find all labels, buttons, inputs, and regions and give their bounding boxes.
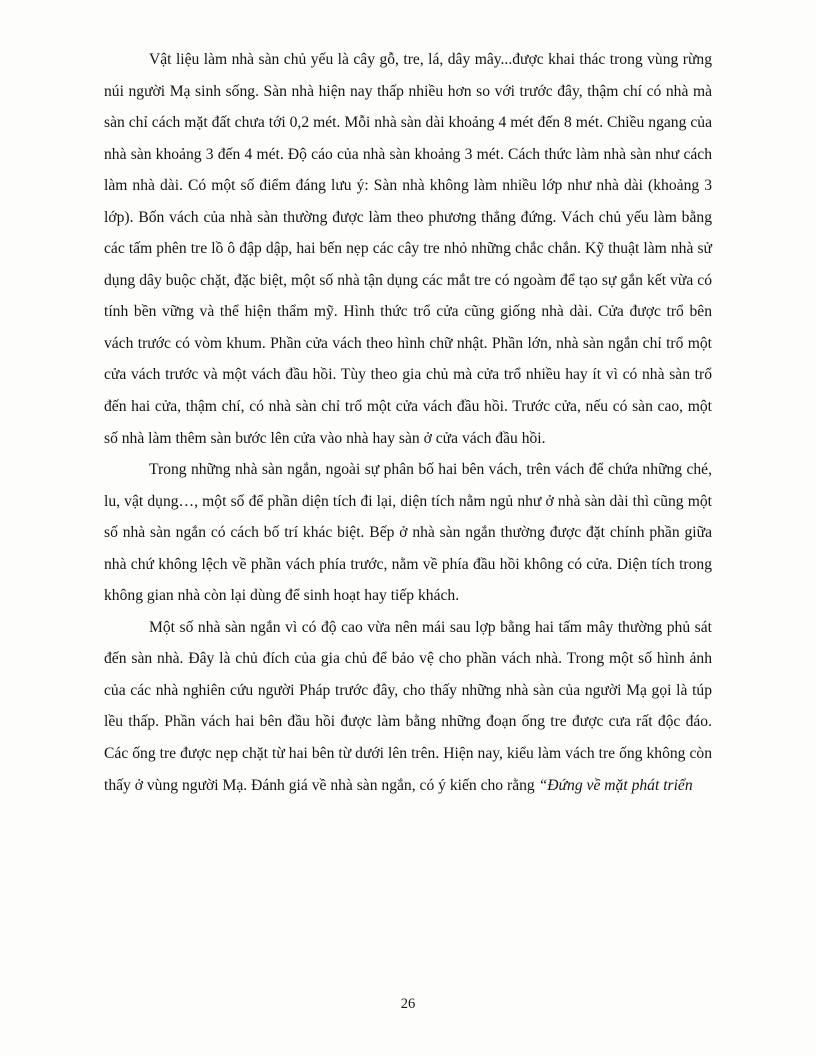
italic-quote-fragment: “Đứng về mặt phát triển: [538, 776, 693, 794]
paragraph-3-text: Một số nhà sàn ngắn vì có độ cao vừa nên mái sau lợp bằng hai tấm mây thường phủ sát đến sàn nhà. Đây là chủ đích của gia chủ để bảo vệ cho phần vách nhà. Trong một số hình ảnh của các nhà nghiên cứu người Pháp trước đây, cho thấy những nhà sàn của người Mạ gọi là túp lều thấp. Phần vách hai bên đầu hồi được làm bằng những đoạn ống tre được cưa rất độc đáo. Các ống tre được nẹp chặt từ hai bên từ dưới lên trên. Hiện nay, kiểu làm vách tre ống không còn thấy ở vùng người Mạ. Đánh giá về nhà sàn ngắn, có ý kiến cho rằng: [104, 618, 712, 794]
paragraph-2: Trong những nhà sàn ngắn, ngoài sự phân bố hai bên vách, trên vách để chứa những ché, lu, vật dụng…, một số để phần diện tích đi lại, diện tích nằm ngủ như ở nhà sàn dài thì cũng một số nhà sàn ngắn có cách bố trí khác biệt. Bếp ở nhà sàn ngắn thường được đặt chính phần giữa nhà chứ không lệch về phần vách phía trước, nằm về phía đầu hồi không có cửa. Diện tích trong không gian nhà còn lại dùng để sinh hoạt hay tiếp khách.: [104, 461, 712, 605]
paragraph-1: Vật liệu làm nhà sàn chủ yếu là cây gỗ, tre, lá, dây mây...được khai thác trong vùng rừng núi người Mạ sinh sống. Sàn nhà hiện nay thấp nhiều hơn so với trước đây, thậm chí có nhà mà sàn chỉ cách mặt đất chưa tới 0,2 mét. Mỗi nhà sàn dài khoảng 4 mét đến 8 mét. Chiều ngang của nhà sàn khoảng 3 đến 4 mét. Độ cáo của nhà sàn khoảng 3 mét. Cách thức làm nhà sàn như cách làm nhà dài. Có một số điểm đáng lưu ý: Sàn nhà không làm nhiều lớp như nhà dài (khoảng 3 lớp). Bốn vách của nhà sàn thường được làm theo phương thẳng đứng. Vách chủ yếu làm bằng các tấm phên tre lồ ô đập dập, hai bến nẹp các cây tre nhỏ những chắc chắn. Kỹ thuật làm nhà sử dụng dây buộc chặt, đặc biệt, một số nhà tận dụng các mắt tre có ngoàm để tạo sự gắn kết vừa có tính bền vững và thể hiện thẩm mỹ. Hình thức trổ cửa cũng giống nhà dài. Cửa được trổ bên vách trước có vòm khum. Phần cửa vách theo hình chữ nhật. Phần lớn, nhà sàn ngắn chỉ trổ một cửa vách trước và một vách đầu hồi. Tùy theo gia chủ mà cửa trổ nhiều hay ít vì có nhà sàn trổ đến hai cửa, thậm chí, có nhà sàn chỉ trổ một cửa vách đầu hồi. Trước cửa, nếu có sàn cao, một số nhà làm thêm sàn bước lên cửa vào nhà hay sàn ở cửa vách đầu hồi.: [104, 51, 712, 447]
paragraph-3: [104, 612, 712, 801]
body-text: [104, 44, 712, 801]
page-number: 26: [400, 996, 416, 1012]
